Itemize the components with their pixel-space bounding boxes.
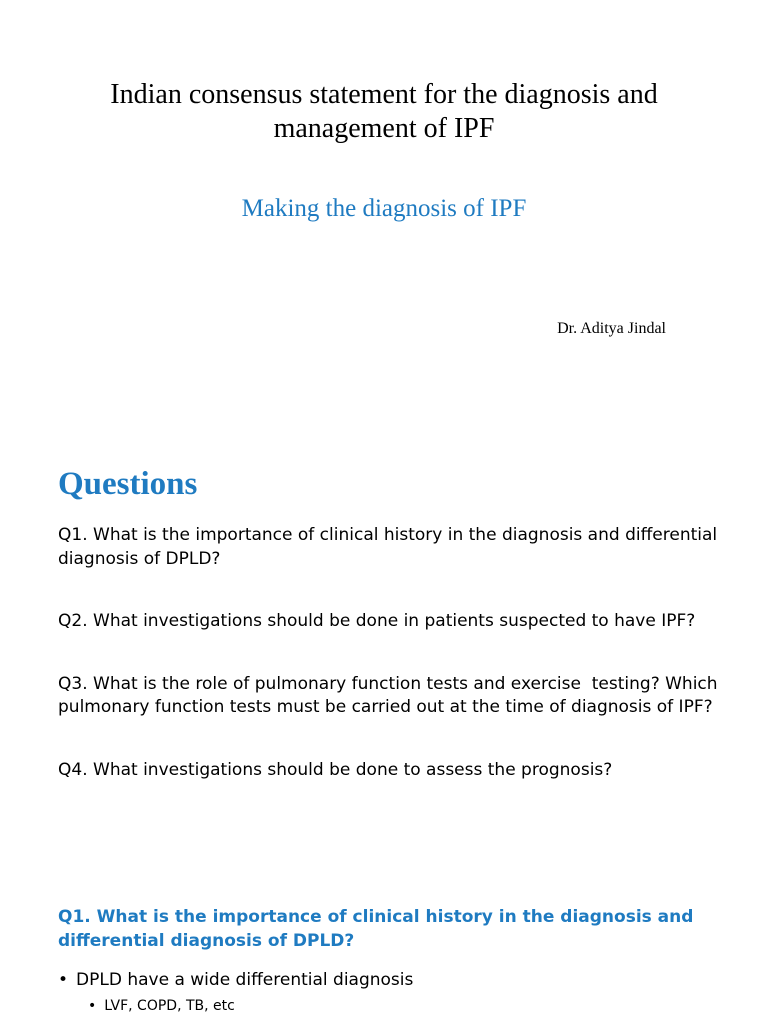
q1-heading: Q1. What is the importance of clinical history in the diagnosis and differential diagnosis of DPLD? [58, 907, 694, 951]
slide-title [0, 0, 768, 432]
sub-bullet-icon: • [88, 998, 97, 1014]
question-item-3: Q3. What is the role of pulmonary function tests and exercise testing? Which pulmonary function tests must be carried out at the time of diagnosis of IPF? [58, 673, 723, 717]
question-item-4: Q4. What investigations should be done to assess the prognosis? [58, 759, 613, 780]
presentation-subtitle: Making the diagnosis of IPF [241, 195, 527, 222]
questions-list [58, 524, 723, 821]
slide-q1-answer [0, 864, 768, 1024]
slide-questions [0, 432, 768, 864]
questions-heading: Questions [58, 466, 198, 502]
bullet-icon: • [58, 970, 69, 990]
presentation-title: Indian consensus statement for the diagnosis and management of IPF [110, 79, 658, 144]
question-item-2: Q2. What investigations should be done in patients suspected to have IPF? [58, 611, 696, 631]
bullet-item [58, 968, 718, 992]
question-item-1: Q1. What is the importance of clinical history in the diagnosis and differential diagnosis of DPLD? [58, 525, 723, 569]
sub-bullet-text: LVF, COPD, TB, etc [104, 998, 235, 1014]
bullet-text: DPLD have a wide differential diagnosis [76, 970, 414, 990]
sub-bullet-item [88, 996, 708, 1016]
author-name: Dr. Aditya Jindal [557, 320, 666, 337]
